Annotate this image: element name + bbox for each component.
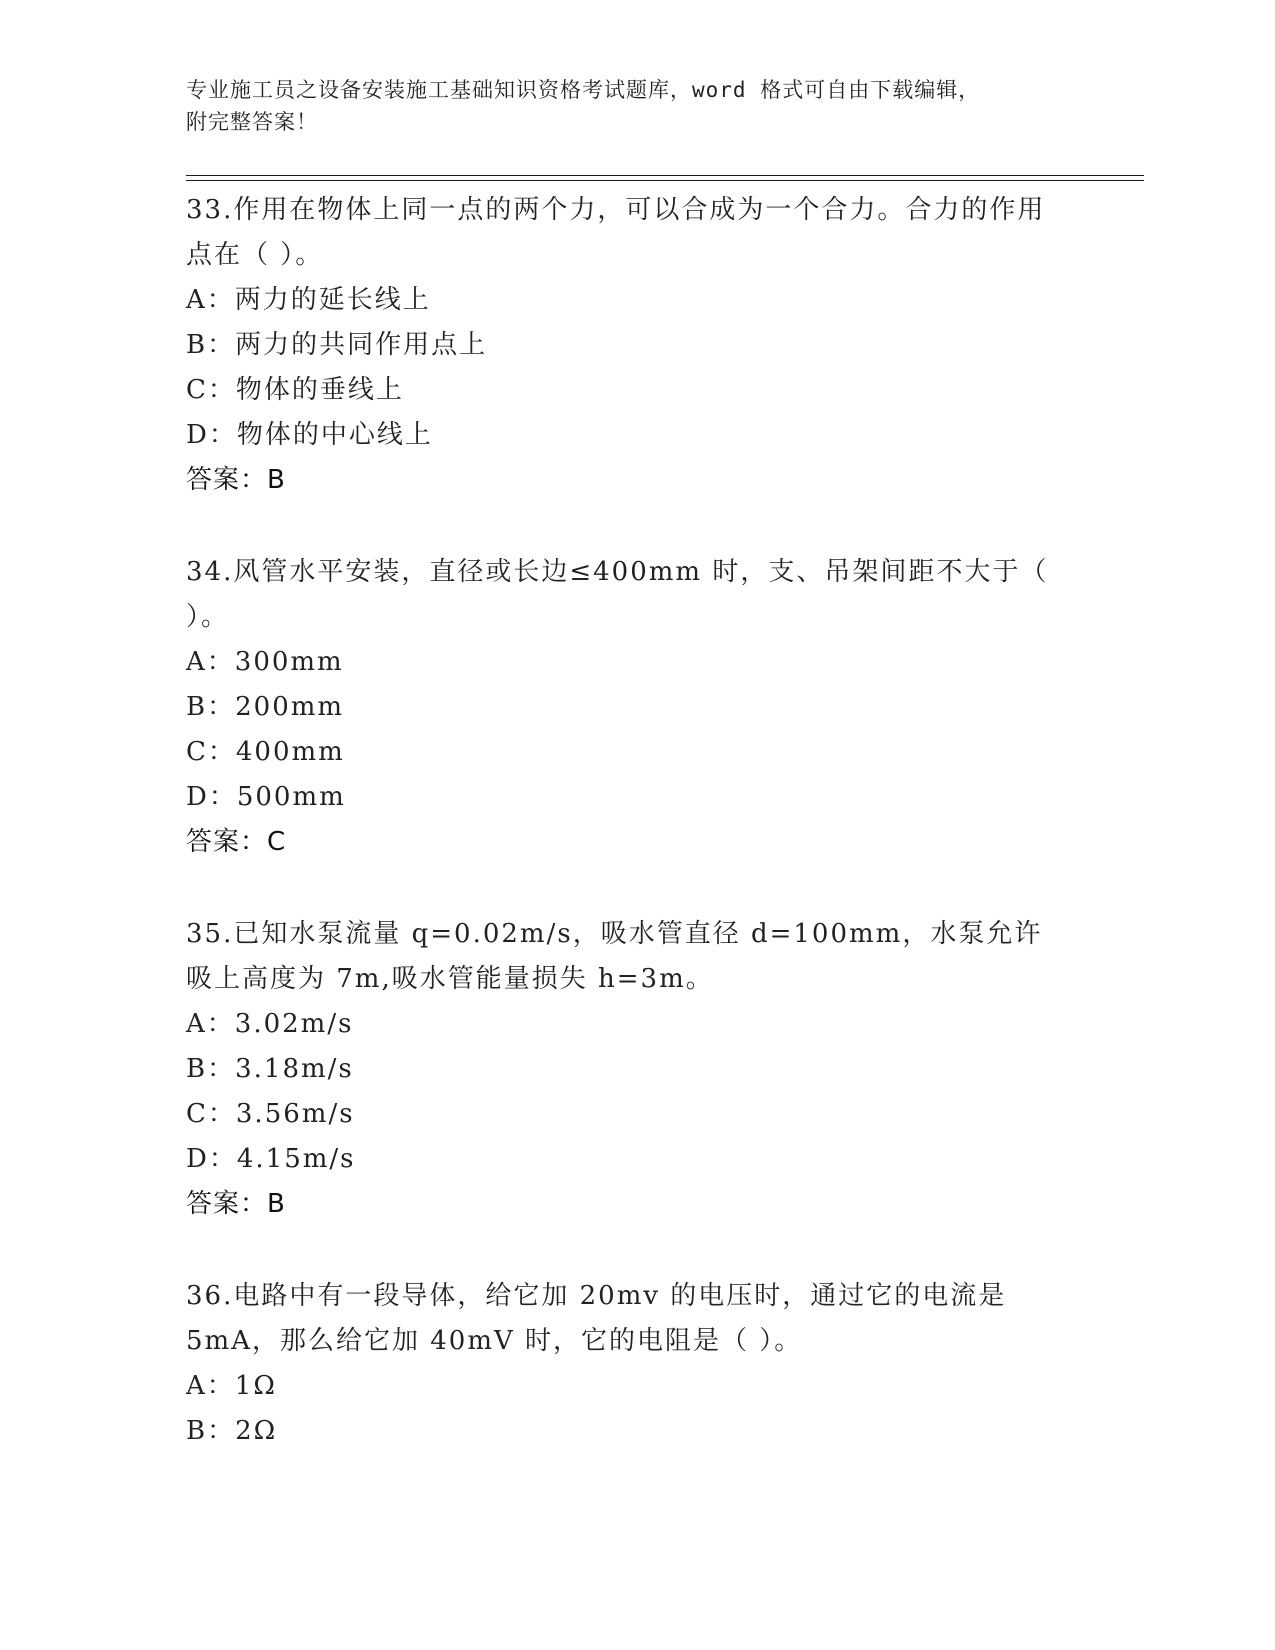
- header-line-2: 附完整答案！: [186, 110, 318, 134]
- option-a: A：两力的延长线上: [186, 285, 431, 315]
- question-36: [186, 1274, 1066, 1454]
- answer-line: 答案：C: [186, 827, 287, 857]
- question-35: [186, 912, 1066, 1227]
- header-rule-top: [186, 175, 1144, 176]
- answer-line: 答案：B: [186, 465, 286, 495]
- header-line-1: 专业施工员之设备安装施工基础知识资格考试题库，word 格式可自由下载编辑，: [186, 78, 981, 102]
- question-stem: 33.作用在物体上同一点的两个力，可以合成为一个合力。合力的作用点在（ ）。: [186, 195, 1046, 270]
- option-d: D：物体的中心线上: [186, 420, 433, 450]
- option-b: B：3.18m/s: [186, 1054, 354, 1084]
- option-d: D：4.15m/s: [186, 1144, 356, 1174]
- option-b: B：200mm: [186, 692, 345, 722]
- option-d: D：500mm: [186, 782, 346, 812]
- option-c: C：物体的垂线上: [186, 375, 404, 405]
- answer-line: 答案：B: [186, 1189, 286, 1219]
- option-a: A：300mm: [186, 647, 344, 677]
- question-stem: 34.风管水平安装，直径或长边≤400mm 时，支、吊架间距不大于（ ）。: [186, 557, 1049, 632]
- question-stem: 35.已知水泵流量 q=0.02m/s，吸水管直径 d=100mm，水泵允许吸上高度为 7m,吸水管能量损失 h=3m。: [186, 919, 1043, 994]
- option-a: A：3.02m/s: [186, 1009, 354, 1039]
- document-header: [186, 74, 1066, 138]
- option-b: B：2Ω: [186, 1416, 278, 1446]
- header-rule-bottom: [186, 180, 1144, 181]
- option-a: A：1Ω: [186, 1371, 277, 1401]
- option-c: C：400mm: [186, 737, 345, 767]
- option-c: C：3.56m/s: [186, 1099, 355, 1129]
- question-34: [186, 550, 1066, 865]
- option-b: B：两力的共同作用点上: [186, 330, 488, 360]
- question-33: [186, 188, 1066, 503]
- question-stem: 36.电路中有一段导体，给它加 20mv 的电压时，通过它的电流是 5mA，那么给它加 40mV 时，它的电阻是（ ）。: [186, 1281, 1007, 1356]
